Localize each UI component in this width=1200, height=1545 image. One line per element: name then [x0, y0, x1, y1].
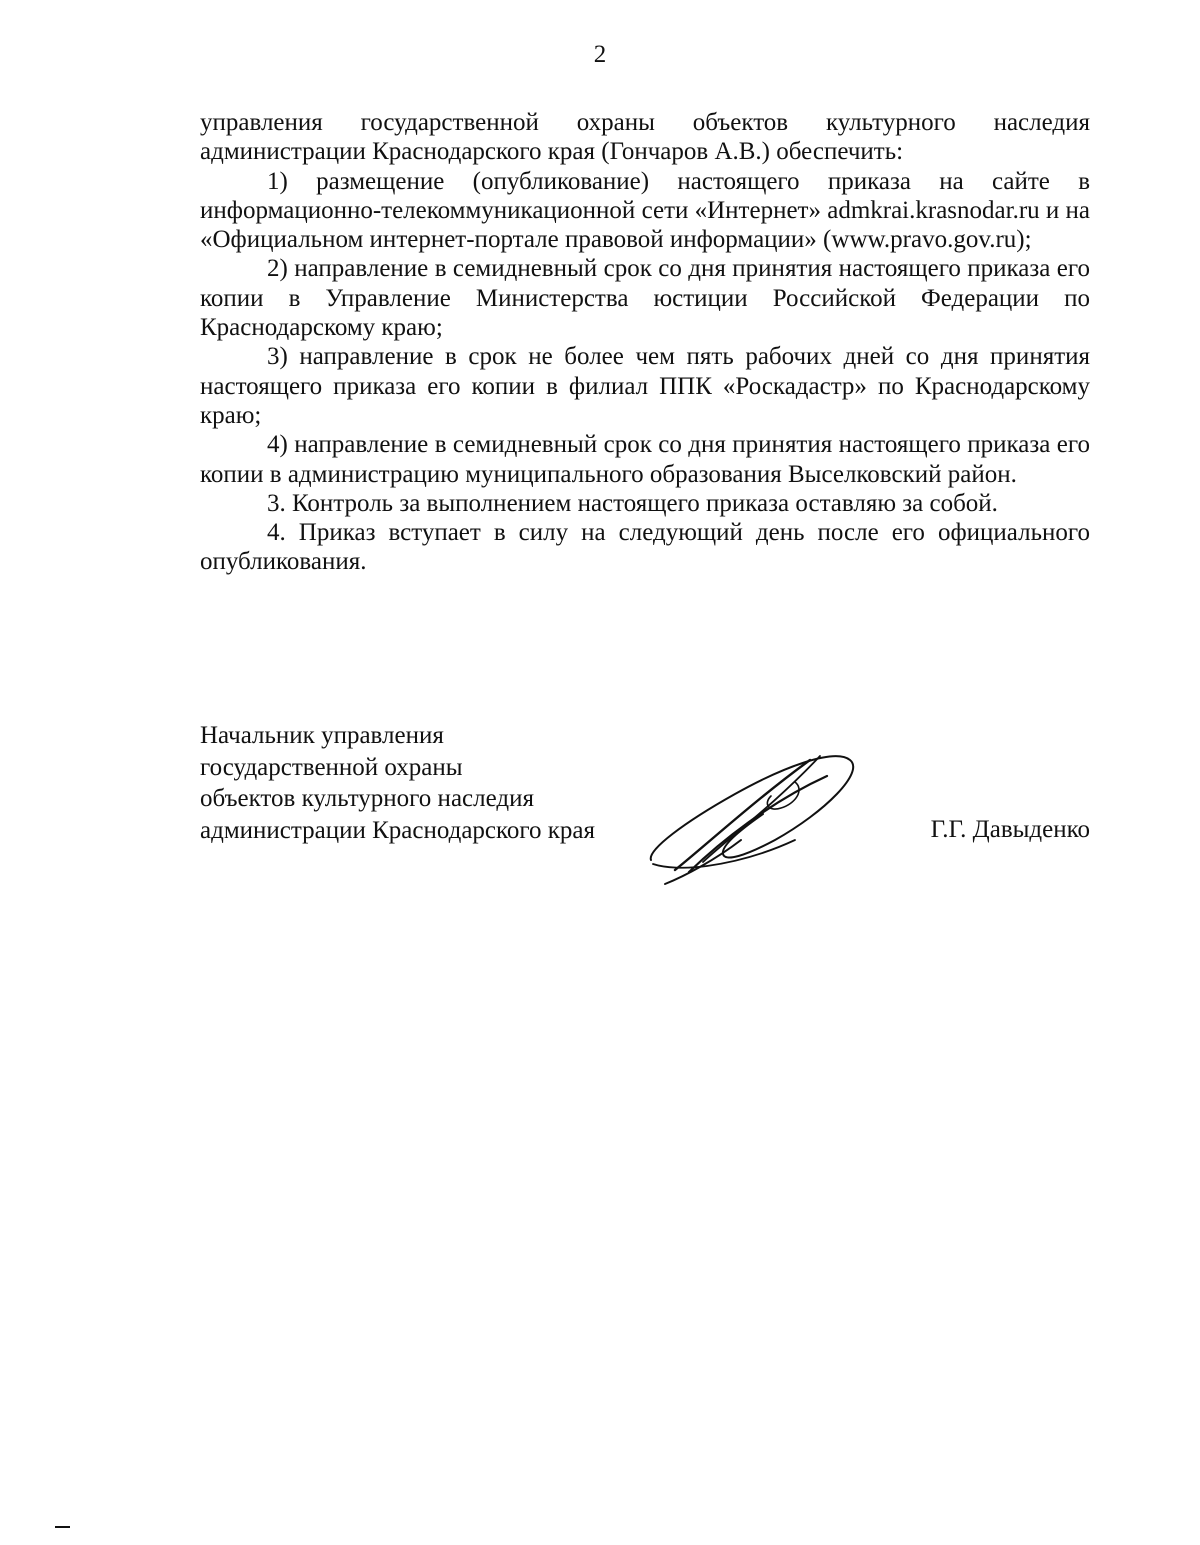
signer-position-line: администрации Краснодарского края: [200, 816, 596, 844]
signer-name: Г.Г. Давыденко: [930, 816, 1090, 843]
handwritten-signature-icon: [645, 742, 875, 902]
paragraph-item-1: 1) размещение (опубликование) настоящего приказа на сайте в информационно-телекоммуникационной сети «Интернет» admkrai.krasnodar.ru и на «Официальном интернет-портале правовой информации» (www.pravo.gov.ru);: [200, 167, 1091, 254]
paragraph-item-2: 2) направление в семидневный срок со дня принятия настоящего приказа его копии в Управление Министерства юстиции Российской Федерации по Краснодарскому краю;: [200, 255, 1090, 342]
page-number: 2: [593, 41, 607, 68]
paragraph-clause-3: 3. Контроль за выполнением настоящего приказа оставляю за собой.: [267, 489, 998, 517]
signature-block: [200, 720, 1090, 900]
signer-position-line: Начальник управления: [200, 722, 444, 749]
signer-position: [200, 720, 640, 846]
paragraph-item-4: 4) направление в семидневный срок со дня принятия настоящего приказа его копии в администрацию муниципального образования Выселковский район.: [200, 431, 1090, 488]
signer-position-line: государственной охраны: [200, 753, 463, 781]
paragraph-clause-4: 4. Приказ вступает в силу на следующий день после его официального опубликования.: [200, 519, 1090, 576]
document-body: [200, 108, 1090, 577]
paragraph-item-3: 3) направление в срок не более чем пять рабочих дней со дня принятия настоящего приказа его копии в филиал ППК «Роскадастр» по Краснодарскому краю;: [200, 343, 1090, 429]
paragraph-intro: управления государственной охраны объектов культурного наследия администрации Краснодарского края (Гончаров А.В.) обеспечить:: [200, 109, 1090, 166]
margin-mark: [55, 1526, 70, 1528]
signer-position-line: объектов культурного наследия: [200, 785, 534, 812]
